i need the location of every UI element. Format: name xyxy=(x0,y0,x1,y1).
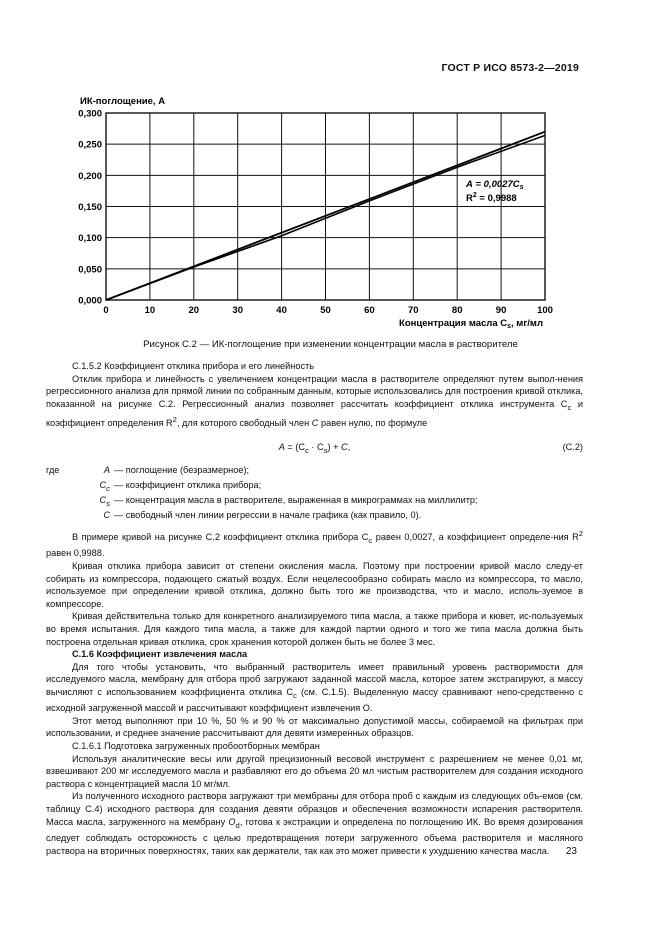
section-heading-c1-6: С.1.6 Коэффициент извлечения масла xyxy=(72,649,248,660)
where-word: где xyxy=(46,464,60,475)
where-row xyxy=(46,509,583,524)
x-tick-label: 60 xyxy=(364,305,375,316)
paragraph-weighing: Используя аналитические весы или другой прецизионный весовой инструмент с разрешением не менее 0,01 мг, взвешивают 200 мг исследуемого масла и разбавляют его до объема 20 мл чистым растворителем для создания исходного раствора с концентрацией масла 10 мг/мл. xyxy=(46,753,583,789)
paragraph-method: Этот метод выполняют при 10 %, 50 % и 90 % от максимально допустимой массы, собираемой на фильтрах при использовании, и среднее значение рассчитывают для девяти измеренных образцов. xyxy=(46,715,583,739)
x-tick-label: 0 xyxy=(103,305,109,316)
x-tick-label: 50 xyxy=(320,305,331,316)
where-symbol: $С_с$ xyxy=(99,479,110,493)
x-tick-label: 20 xyxy=(188,305,200,316)
where-row xyxy=(46,479,583,494)
chart-grid xyxy=(106,113,545,300)
x-tick-label: 100 xyxy=(537,305,553,316)
y-tick-label: 0,150 xyxy=(78,202,102,213)
y-tick-label: 0,300 xyxy=(78,108,102,120)
paragraph-solvent: Для того чтобы установить, что выбранный растворитель имеет правильный уровень растворимости для исследуемого масла, мембрану для отбора проб загружают заданной массой масла, которое затем экстрагируют, а массу вычисляют с использованием коэффициента отклика $С_с$ (см. С.1.5). Выделенную массу сравнивают непо-средственно с исходной загруженной массой и рассчитывают коэффициент извлечения О. xyxy=(46,661,583,714)
y-tick-label: 0,000 xyxy=(78,295,102,307)
r-squared-label: $R^2 = 0,9988$ xyxy=(466,192,517,204)
paragraph-example: В примере кривой на рисунке С.2 коэффициент отклика прибора $С_с$ равен 0,0027, а коэффициент определе-ния $R^2$ равен 0,9988. xyxy=(46,528,584,559)
y-tick-label: 0,100 xyxy=(78,233,102,245)
where-list xyxy=(46,464,583,524)
regression-equation: $А = 0,0027С_s$ xyxy=(466,179,524,191)
x-tick-label: 30 xyxy=(232,305,243,316)
x-tick-label: 10 xyxy=(144,305,156,316)
formula-number: (С.2) xyxy=(562,441,583,452)
y-tick-label: 0,250 xyxy=(78,139,102,151)
x-tick-label: 40 xyxy=(276,305,287,316)
paragraph-oxidation: Кривая отклика прибора зависит от степени окисления масла. Поэтому при построении кривой масло следу-ет собирать из компрессора, подающего сжатый воздух. Если нецелесообразно собирать масло из компрессора, то масло, используемое при определении кривой отклика, должно быть того же производства, что и масло, исполь-зуемое в компрессоре. xyxy=(46,560,583,609)
standard-header: ГОСТ Р ИСО 8573-2—2019 xyxy=(441,62,579,74)
page-number: 23 xyxy=(565,846,577,857)
x-tick-label: 90 xyxy=(495,305,507,316)
y-tick-label: 0,200 xyxy=(78,170,102,182)
figure-caption: Рисунок С.2 — ИК-поглощение при изменении концентрации масла в растворителе xyxy=(143,339,518,350)
formula-c2 xyxy=(46,433,583,463)
where-row xyxy=(46,494,583,509)
y-axis-label: ИК-поглощение, А xyxy=(80,96,166,107)
where-symbol: $С_s$ xyxy=(99,494,110,508)
where-text: — свободный член линии регрессии в начале графика (как правило, 0). xyxy=(114,509,422,520)
x-tick-label: 70 xyxy=(408,305,419,316)
y-axis-ticks xyxy=(78,109,102,307)
x-tick-label: 80 xyxy=(451,305,463,316)
paragraph-loading: Из полученного исходного раствора загружают три мембраны для отбора проб с каждым из следующих объ-емов (см. таблицу С.4) исходного раствора для создания девяти образцов и обеспечения возможности испарения растворителя. Масса масла, загруженного на мембрану $О_d$, готова к экстракции и определена по поглощению ИК. Во время дозирования следует соблюдать осторожность с целью предотвращения потери загруженного объема растворителя и масляного раствора на вторичных поверхностях, таких как держатели, так как это может привести к ухудшению качества масла. xyxy=(46,791,583,856)
where-symbol: А xyxy=(103,464,110,475)
where-text: — коэффициент отклика прибора; xyxy=(114,479,262,490)
x-axis-ticks xyxy=(103,305,553,316)
absorbance-chart xyxy=(0,0,661,340)
where-symbol: С xyxy=(103,509,110,520)
where-text: — поглощение (безразмерное); xyxy=(114,464,250,475)
where-row xyxy=(46,464,583,479)
section-heading-c1-6-1: С.1.6.1 Подготовка загруженных пробоотборных мембран xyxy=(72,741,320,752)
formula-expression: $А = (С_с \cdot С_s) + С$, xyxy=(278,441,351,455)
x-axis-label: Концентрация масла $С_s$, мг/мл xyxy=(399,318,543,330)
where-text: — концентрация масла в растворителе, выраженная в микрограммах на миллилитр; xyxy=(114,494,478,505)
document-body xyxy=(46,360,583,857)
y-tick-label: 0,050 xyxy=(78,264,102,276)
paragraph-response-linearity: Отклик прибора и линейность с увеличением концентрации масла в растворителе определяют путем выпол-нения регрессионного анализа для прямой линии по собранным данным, которые использовались для построения кривой отклика, показанной на рисунке С.2. Регрессионный анализ позволяет рассчитать коэффициент отклика инструмента $С_с$ и коэффициент определения $R^2$, для которого свободный член С равен нулю, по формуле xyxy=(46,373,583,429)
paragraph-validity: Кривая действительна только для конкретного анализируемого типа масла, а также прибора и кювет, ис-пользуемых во время испытания. Для каждого типа масла, а также для каждой партии одного и того же типа масла должна быть построена отдельная кривая отклика, срок хранения которой должен быть не более 3 мес. xyxy=(46,611,583,647)
section-heading-c1-5-2: С.1.5.2 Коэффициент отклика прибора и его линейность xyxy=(72,361,315,371)
